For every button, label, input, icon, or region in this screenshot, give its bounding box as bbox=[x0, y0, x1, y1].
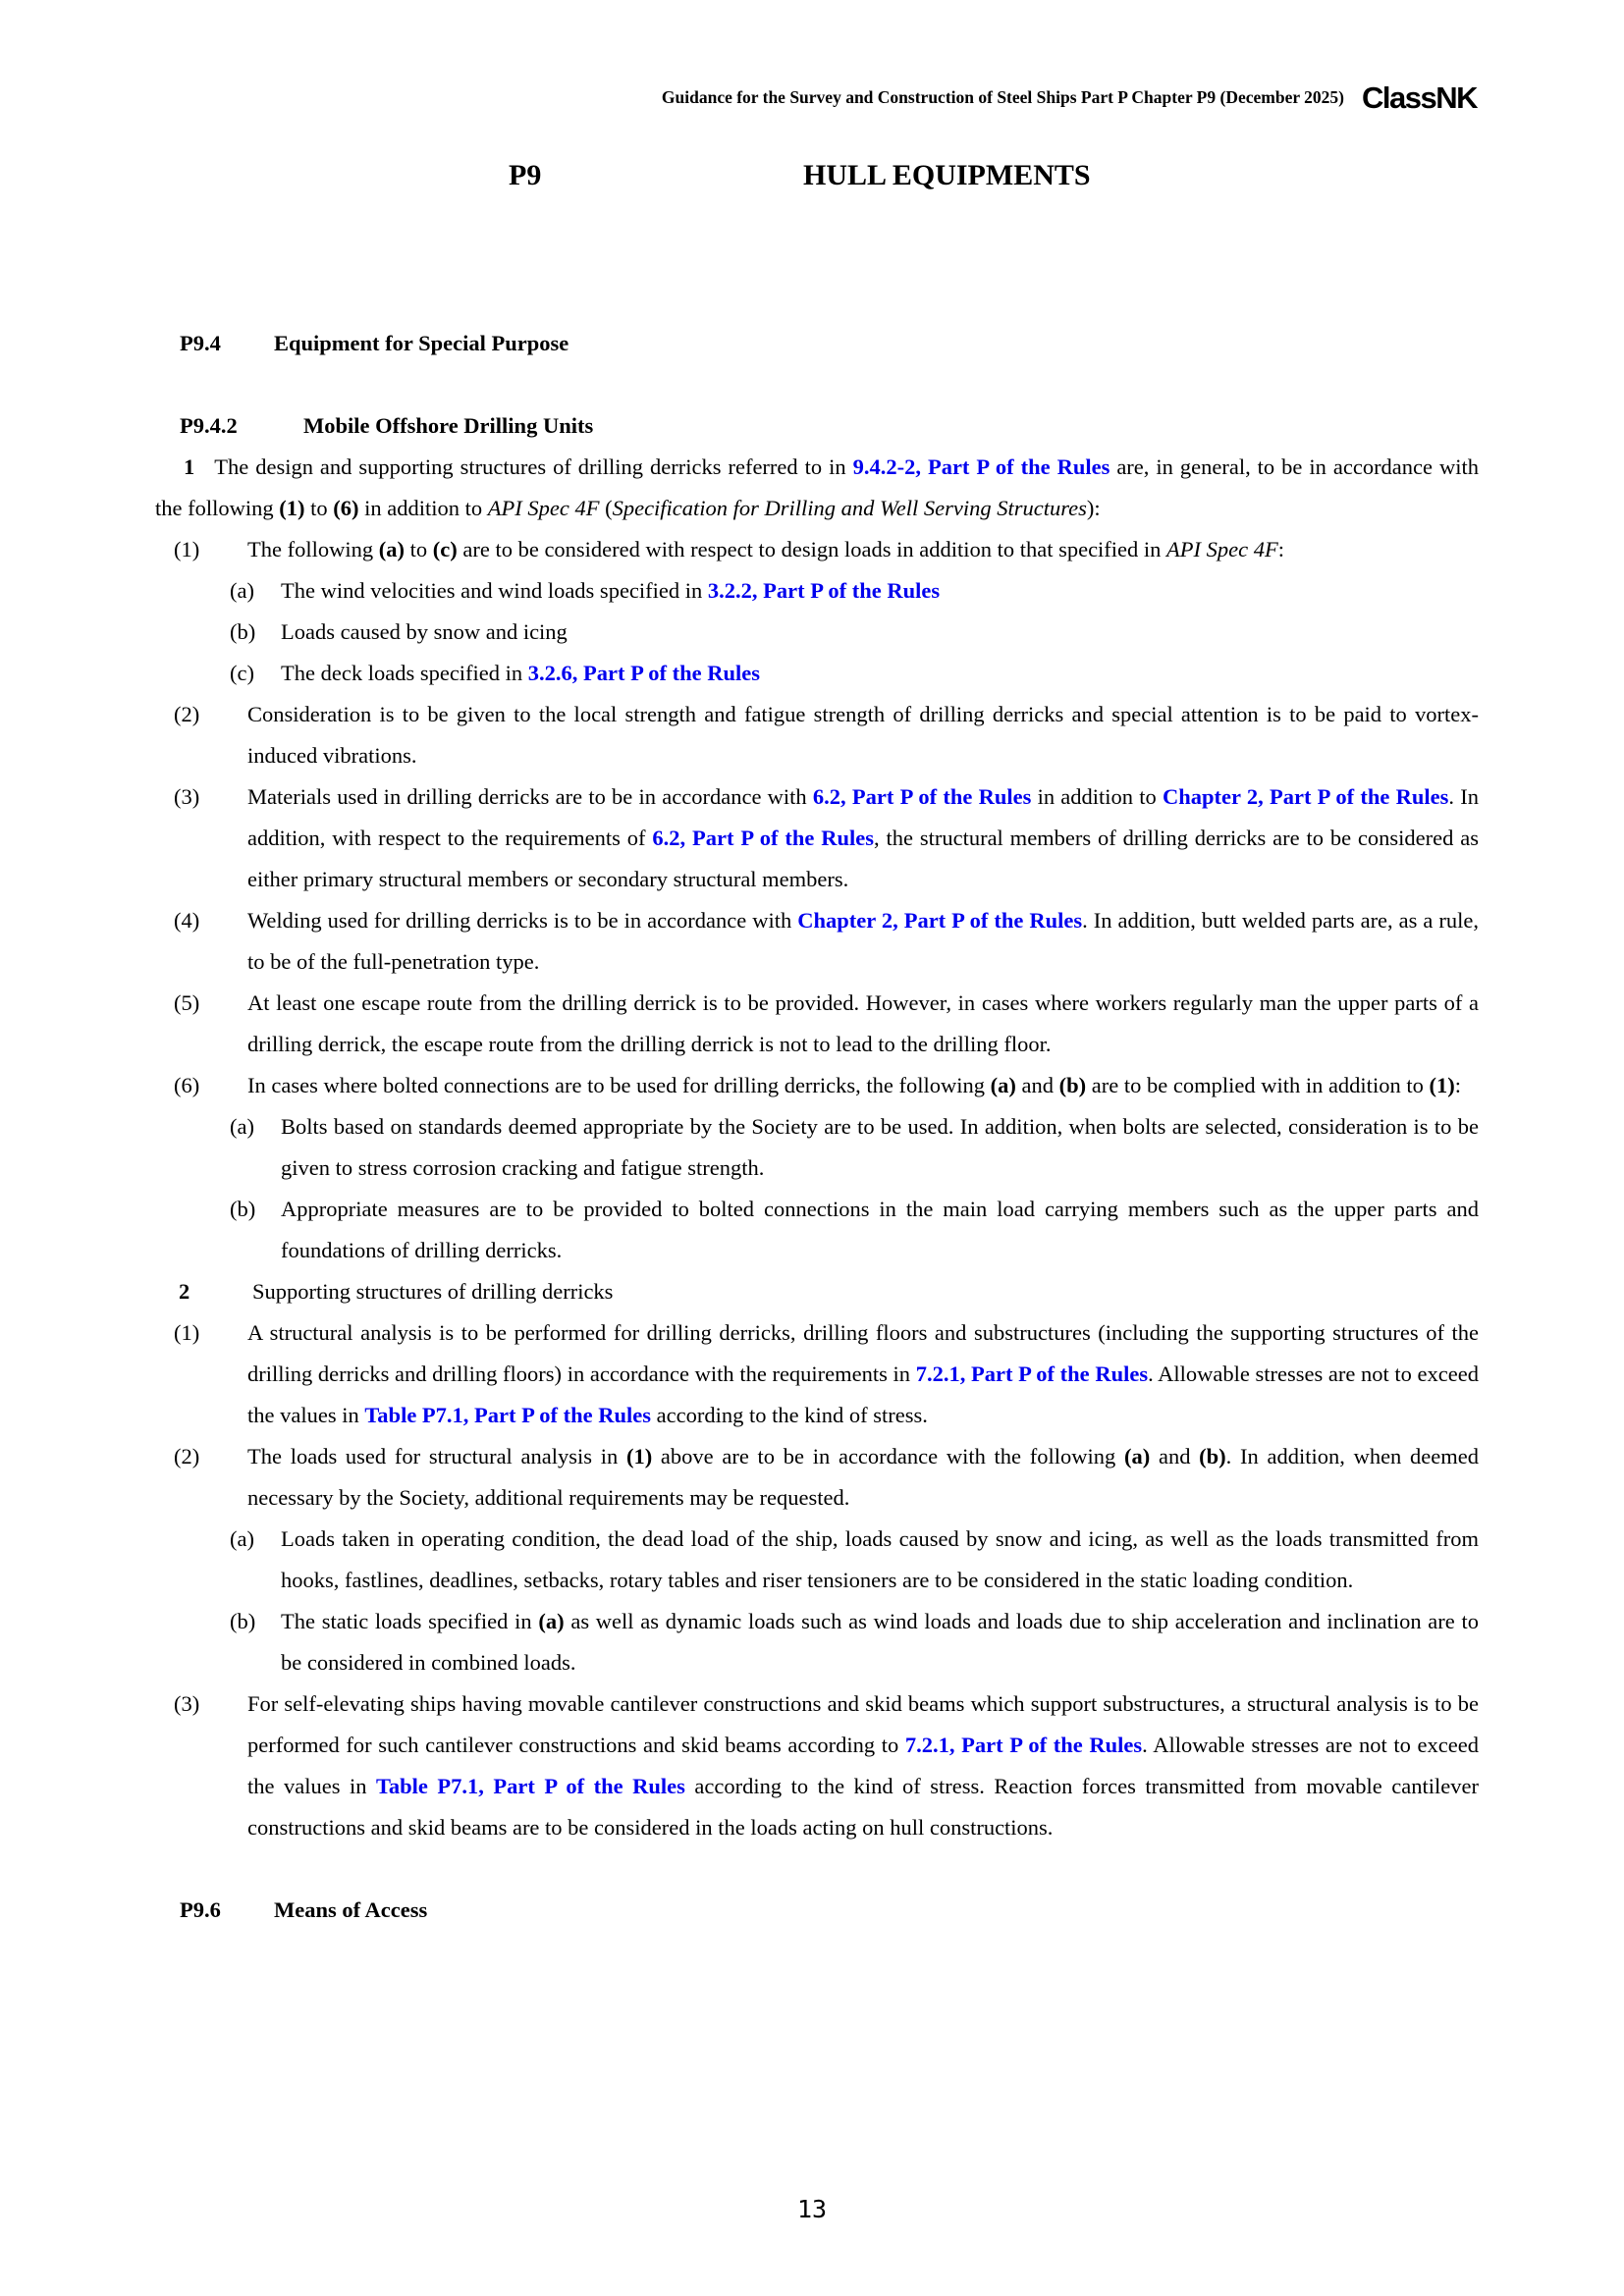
rule-link[interactable]: 6.2, Part P of the Rules bbox=[812, 784, 1032, 809]
subitem-text: Bolts based on standards deemed appropriate by the Society are to be used. In addition, when bolts are selected, consideration is to be given to stress corrosion cracking and fatigue strength. bbox=[281, 1114, 1479, 1180]
subitem-label: (a) bbox=[230, 578, 254, 603]
list-item bbox=[155, 776, 1479, 900]
list-subitem bbox=[155, 653, 1479, 694]
rule-link[interactable]: 3.2.6, Part P of the Rules bbox=[527, 661, 761, 685]
text-run: (a) bbox=[990, 1073, 1016, 1097]
text-run: . Allowable stresses are not to exceed the values in bbox=[247, 1733, 1479, 1798]
text-run: The static loads specified in bbox=[281, 1609, 539, 1633]
paragraph-1 bbox=[155, 447, 1479, 529]
item-text bbox=[247, 1312, 1479, 1436]
item-label: (4) bbox=[174, 908, 200, 933]
text-run: Welding used for drilling derricks is to be in accordance with bbox=[247, 908, 798, 933]
text-run: The loads used for structural analysis in bbox=[247, 1444, 626, 1468]
subitem-label: (c) bbox=[230, 661, 254, 685]
text-run: The wind velocities and wind loads specified in bbox=[281, 578, 708, 603]
chapter-title bbox=[0, 159, 1624, 198]
item-label: (3) bbox=[174, 784, 200, 809]
item-text bbox=[247, 1683, 1479, 1848]
list-item bbox=[155, 1683, 1479, 1848]
list-item bbox=[155, 900, 1479, 983]
text-run: For self-elevating ships having movable cantilever constructions and skid beams which support substructures, a structural analysis is to be performed for such cantilever constructions and skid beams according to bbox=[247, 1691, 1479, 1757]
subitem-text: Loads taken in operating condition, the dead load of the ship, loads caused by snow and icing, as well as the loads transmitted from hooks, fastlines, deadlines, setbacks, rotary tables and riser tensioners are to be considered in the static loading condition. bbox=[281, 1526, 1479, 1592]
text-run: . Allowable stresses are not to exceed the values in bbox=[247, 1362, 1480, 1427]
text-run: (1) bbox=[625, 1444, 653, 1468]
item-text bbox=[247, 1436, 1479, 1519]
text-run: and bbox=[1150, 1444, 1200, 1468]
rule-link[interactable]: 7.2.1, Part P of the Rules bbox=[904, 1733, 1143, 1757]
rule-link[interactable]: 6.2, Part P of the Rules bbox=[652, 826, 874, 850]
text-run: (a) bbox=[1123, 1444, 1151, 1468]
chapter-name: HULL EQUIPMENTS bbox=[803, 159, 1091, 191]
text-run: (1) bbox=[279, 496, 305, 520]
list-subitem bbox=[155, 1189, 1479, 1271]
text-run: : bbox=[1277, 537, 1285, 561]
section-title: Equipment for Special Purpose bbox=[274, 331, 569, 355]
rule-link[interactable]: 3.2.2, Part P of the Rules bbox=[707, 578, 941, 603]
text-run: ): bbox=[1086, 496, 1101, 520]
text-run: The design and supporting structures of drilling derricks referred to in bbox=[214, 454, 853, 479]
text-run: . In addition, when deemed necessary by the Society, additional requirements may be requested. bbox=[247, 1444, 1479, 1510]
text-run: ( bbox=[599, 496, 613, 520]
page-number: 13 bbox=[796, 2195, 828, 2223]
item-label: (5) bbox=[174, 990, 200, 1015]
subitem-text bbox=[281, 653, 1479, 694]
rule-link[interactable]: Chapter 2, Part P of the Rules bbox=[797, 908, 1083, 933]
subitem-label: (a) bbox=[230, 1114, 254, 1139]
text-run: are to be considered with respect to design loads in addition to that specified in bbox=[457, 537, 1167, 561]
text-run: (a) bbox=[538, 1609, 565, 1633]
subitem-text bbox=[281, 1601, 1479, 1683]
paragraph-2 bbox=[155, 1271, 1479, 1312]
text-run: (6) bbox=[333, 496, 359, 520]
text-run: are, in general, to be in accordance with the following bbox=[155, 454, 1480, 520]
text-run: , the structural members of drilling derricks are to be considered as either primary structural members or secondary structural members. bbox=[247, 826, 1480, 891]
section-title: Means of Access bbox=[274, 1897, 428, 1922]
section-number: P9.4.2 bbox=[180, 413, 238, 438]
subitem-text bbox=[281, 570, 1479, 612]
text-run: (c) bbox=[432, 537, 458, 561]
text-run: In cases where bolted connections are to be used for drilling derricks, the following bbox=[247, 1073, 991, 1097]
rule-link[interactable]: 9.4.2-2, Part P of the Rules bbox=[852, 454, 1110, 479]
subitem-label: (a) bbox=[230, 1526, 254, 1551]
page-header bbox=[661, 80, 1477, 115]
list-subitem bbox=[155, 1601, 1479, 1683]
text-run: API Spec 4F bbox=[487, 496, 600, 520]
item-text bbox=[247, 1065, 1479, 1106]
text-run: above are to be in accordance with the following bbox=[652, 1444, 1124, 1468]
item-label: (2) bbox=[174, 702, 200, 726]
document-body bbox=[155, 323, 1479, 1931]
text-run: are to be complied with in addition to bbox=[1086, 1073, 1430, 1097]
item-label: (6) bbox=[174, 1073, 200, 1097]
paragraph-number: 2 bbox=[179, 1279, 190, 1304]
list-item bbox=[155, 694, 1479, 776]
item-label: (1) bbox=[174, 1320, 200, 1345]
text-run: : bbox=[1454, 1073, 1461, 1097]
item-text: Consideration is to be given to the local strength and fatigue strength of drilling derricks and special attention is to be paid to vortex-induced vibrations. bbox=[247, 702, 1479, 768]
text-run: (b) bbox=[1058, 1073, 1087, 1097]
text-run: according to the kind of stress. Reaction forces transmitted from movable cantilever constructions and skid beams are to be considered in the loads acting on hull constructions. bbox=[247, 1774, 1479, 1840]
section-number: P9.4 bbox=[180, 331, 221, 355]
text-run: to bbox=[304, 496, 334, 520]
text-run: according to the kind of stress. bbox=[651, 1403, 928, 1427]
text-run: The deck loads specified in bbox=[281, 661, 528, 685]
list-item bbox=[155, 1312, 1479, 1436]
list-subitem bbox=[155, 1519, 1479, 1601]
subitem-text: Appropriate measures are to be provided to bolted connections in the main load carrying members such as the upper parts and foundations of drilling derricks. bbox=[281, 1197, 1479, 1262]
item-text: At least one escape route from the drilling derrick is to be provided. However, in cases where workers regularly man the upper parts of a drilling derrick, the escape route from the drilling derrick is not to lead to the drilling floor. bbox=[247, 990, 1479, 1056]
list-item bbox=[155, 529, 1479, 570]
list-item bbox=[155, 983, 1479, 1065]
item-text bbox=[247, 529, 1479, 570]
list-subitem bbox=[155, 612, 1479, 653]
item-label: (2) bbox=[174, 1444, 200, 1468]
item-label: (3) bbox=[174, 1691, 200, 1716]
subitem-label: (b) bbox=[230, 1197, 256, 1221]
header-title: Guidance for the Survey and Construction of Steel Ships Part P Chapter P9 (December 2025) bbox=[661, 86, 1344, 107]
paragraph-title: Supporting structures of drilling derricks bbox=[252, 1279, 614, 1304]
list-subitem bbox=[155, 1106, 1479, 1189]
item-label: (1) bbox=[174, 537, 200, 561]
text-run: and bbox=[1015, 1073, 1059, 1097]
text-run: (b) bbox=[1199, 1444, 1226, 1468]
subitem-label: (b) bbox=[230, 1609, 256, 1633]
text-run: The following bbox=[247, 537, 379, 561]
section-title: Mobile Offshore Drilling Units bbox=[303, 413, 594, 438]
text-run: A structural analysis is to be performed for drilling derricks, drilling floors and substructures (including the supporting structures of the drilling derricks and drilling floors) in accordance with the requirements in bbox=[247, 1320, 1479, 1386]
rule-link[interactable]: 7.2.1, Part P of the Rules bbox=[915, 1362, 1149, 1386]
text-run: to bbox=[404, 537, 433, 561]
text-run: . In addition, butt welded parts are, as a rule, to be of the full-penetration type. bbox=[247, 908, 1479, 974]
text-run: Materials used in drilling derricks are to be in accordance with bbox=[247, 784, 813, 809]
rule-link[interactable]: Table P7.1, Part P of the Rules bbox=[375, 1774, 685, 1798]
text-run: API Spec 4F bbox=[1166, 537, 1278, 561]
list-item bbox=[155, 1065, 1479, 1106]
text-run: (a) bbox=[378, 537, 405, 561]
section-heading-p9-4-2 bbox=[155, 405, 1479, 447]
text-run: in addition to bbox=[358, 496, 488, 520]
section-heading-p9-4 bbox=[155, 323, 1479, 364]
text-run: (1) bbox=[1429, 1073, 1455, 1097]
chapter-number: P9 bbox=[509, 159, 542, 191]
item-text bbox=[247, 900, 1479, 983]
subitem-label: (b) bbox=[230, 619, 256, 644]
classnk-logo: ClassNK bbox=[1362, 80, 1477, 115]
rule-link[interactable]: Chapter 2, Part P of the Rules bbox=[1163, 784, 1449, 809]
list-item bbox=[155, 1436, 1479, 1519]
text-run: as well as dynamic loads such as wind loads and loads due to ship acceleration and inclination are to be considered in combined loads. bbox=[281, 1609, 1480, 1675]
text-run: Specification for Drilling and Well Serving Structures bbox=[612, 496, 1087, 520]
text-run: in addition to bbox=[1031, 784, 1164, 809]
subitem-text: Loads caused by snow and icing bbox=[281, 619, 568, 644]
paragraph-number: 1 bbox=[184, 454, 195, 479]
list-subitem bbox=[155, 570, 1479, 612]
section-heading-p9-6 bbox=[155, 1890, 1479, 1931]
item-text bbox=[247, 776, 1479, 900]
section-number: P9.6 bbox=[180, 1897, 221, 1922]
text-run: . In addition, with respect to the requirements of bbox=[247, 784, 1479, 850]
rule-link[interactable]: Table P7.1, Part P of the Rules bbox=[364, 1403, 652, 1427]
